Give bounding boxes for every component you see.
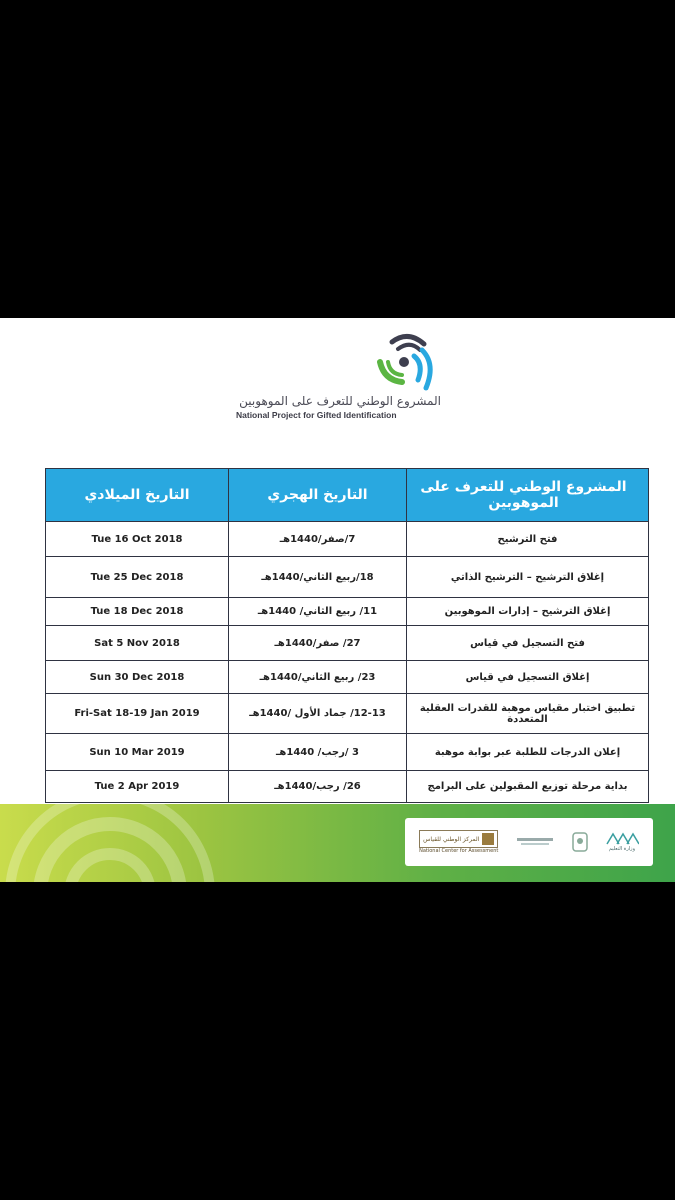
cell-hijri: 18/ربيع الثاني/1440هـ [229,557,407,598]
project-title-arabic: المشروع الوطني للتعرف على الموهوبين [239,394,441,408]
header-event: المشروع الوطني للتعرف على الموهوبين [407,469,649,522]
cell-hijri: 7/صفر/1440هـ [229,522,407,557]
seal-icon [571,831,589,853]
gifted-project-icon [374,332,436,394]
ministry-icon [605,832,639,846]
cell-gregorian: Sun 30 Dec 2018 [46,661,229,694]
cell-gregorian: Tue 18 Dec 2018 [46,598,229,626]
cell-event: تطبيق اختبار مقياس موهبة للقدرات العقلية المتعددة [407,694,649,734]
assessment-center-name-en: National Center for Assessment [419,848,499,854]
table-row [46,694,649,734]
partner-logos [405,818,653,866]
project-title-english: National Project for Gifted Identification [236,410,397,420]
table-row [46,557,649,598]
table-row [46,661,649,694]
project-logo [236,332,446,420]
mawhiba-icon [515,832,555,852]
ministry-name: وزارة التعليم [608,846,635,852]
schedule-table [45,468,649,803]
cell-gregorian: Fri-Sat 18-19 Jan 2019 [46,694,229,734]
assessment-center-icon [482,833,494,845]
mawhiba-logo [515,832,555,852]
assessment-center-logo [419,830,498,854]
ministry-logo [605,832,639,852]
cell-event: فتح التسجيل في قياس [407,626,649,661]
cell-hijri: 11/ ربيع الثاني/ 1440هـ [229,598,407,626]
cell-hijri: 12-13/ جماد الأول /1440هـ [229,694,407,734]
header-gregorian-date: التاريخ الميلادي [46,469,229,522]
seal-logo [571,831,589,853]
cell-event: إغلاق الترشيح – الترشيح الذاتي [407,557,649,598]
assessment-center-name: المركز الوطني للقياس [423,835,480,843]
cell-hijri: 27/ صفر/1440هـ [229,626,407,661]
cell-gregorian: Sun 10 Mar 2019 [46,734,229,771]
table-row [46,522,649,557]
header-hijri-date: التاريخ الهجري [229,469,407,522]
cell-event: إغلاق الترشيح – إدارات الموهوبين [407,598,649,626]
cell-hijri: 26/ رجب/1440هـ [229,771,407,803]
table-header-row [46,469,649,522]
footer-decoration-icon [0,804,260,882]
cell-event: فتح الترشيح [407,522,649,557]
table-row [46,734,649,771]
table-row [46,626,649,661]
cell-gregorian: Sat 5 Nov 2018 [46,626,229,661]
cell-hijri: 3 /رجب/ 1440هـ [229,734,407,771]
cell-gregorian: Tue 25 Dec 2018 [46,557,229,598]
cell-gregorian: Tue 2 Apr 2019 [46,771,229,803]
table-row [46,771,649,803]
cell-event: إعلان الدرجات للطلبة عبر بوابة موهبة [407,734,649,771]
cell-event: بداية مرحلة توزيع المقبولين على البرامج [407,771,649,803]
cell-hijri: 23/ ربيع الثاني/1440هـ [229,661,407,694]
table-row [46,598,649,626]
cell-event: إغلاق التسجيل في قياس [407,661,649,694]
announcement-card [0,318,675,882]
cell-gregorian: Tue 16 Oct 2018 [46,522,229,557]
footer-banner [0,804,675,882]
